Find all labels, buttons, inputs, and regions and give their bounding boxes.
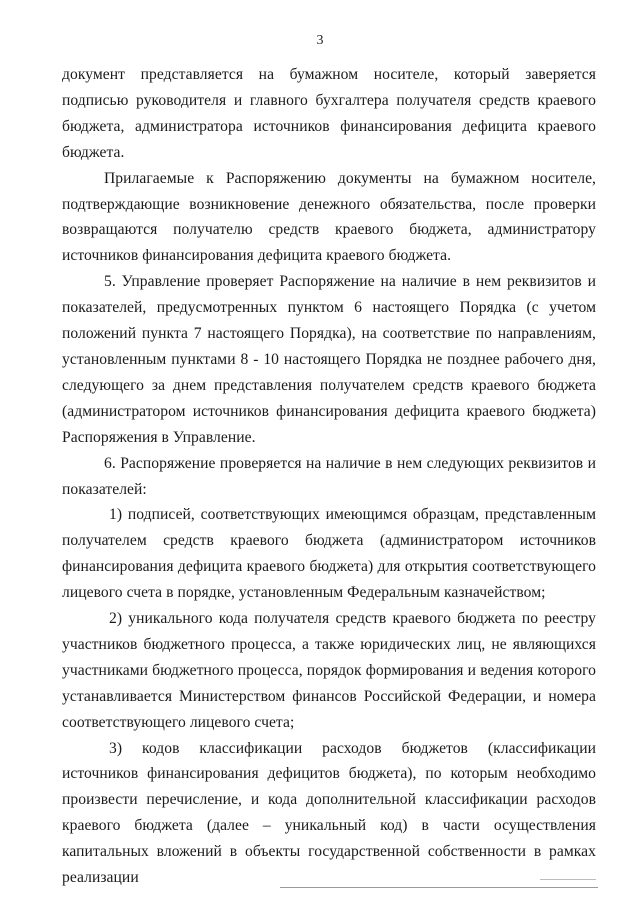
- list-item-1: 1) подписей, соответствующих имеющимся образцам, представленным получателем средств краевого бюджета (администратором источников финансирования дефицита краевого бюджета) для открытия соответствующего лицевого счета в порядке, установленным Федеральным казначейством;: [62, 506, 596, 602]
- scan-edge-mark: [540, 879, 596, 880]
- list-item-2: 2) уникального кода получателя средств краевого бюджета по реестру участников бюджетного процесса, а также юридических лиц, не являющихся участниками бюджетного процесса, порядок формирования и ведения которого устанавливается Министерством финансов Российской Федерации, и номера соответствующего лицевого счета;: [62, 610, 596, 731]
- scan-bottom-line: [280, 887, 598, 888]
- paragraph-clause-6: 6. Распоряжение проверяется на наличие в нем следующих реквизитов и показателей:: [62, 454, 596, 498]
- page-number: 3: [316, 33, 324, 48]
- paragraph-attached-documents: Прилагаемые к Распоряжению документы на бумажном носителе, подтверждающие возникновение денежного обязательства, после проверки возвращаются получателю средств краевого бюджета, администратору источников финансирования дефицита краевого бюджета.: [62, 169, 596, 265]
- paragraph-clause-5: 5. Управление проверяет Распоряжение на наличие в нем реквизитов и показателей, предусмотренных пунктом 6 настоящего Порядка (с учетом положений пункта 7 настоящего Порядка), на соответствие по направлениям, установленным пунктами 8 - 10 настоящего Порядка не позднее рабочего дня, следующего за днем представления получателем средств краевого бюджета (администратором источников финансирования дефицита краевого бюджета) Распоряжения в Управление.: [62, 273, 596, 446]
- document-body: [62, 62, 596, 891]
- paragraph-continuation: документ представляется на бумажном носителе, который заверяется подписью руководителя и главного бухгалтера получателя средств краевого бюджета, администратора источников финансирования дефицита краевого бюджета.: [62, 66, 596, 161]
- list-item-3: 3) кодов классификации расходов бюджетов (классификации источников финансирования дефицитов бюджета), по которым необходимо произвести перечисление, и кода дополнительной классификации расходов краевого бюджета (далее – уникальный код) в части осуществления капитальных вложений в объекты государственной собственности в рамках реализации: [62, 739, 596, 887]
